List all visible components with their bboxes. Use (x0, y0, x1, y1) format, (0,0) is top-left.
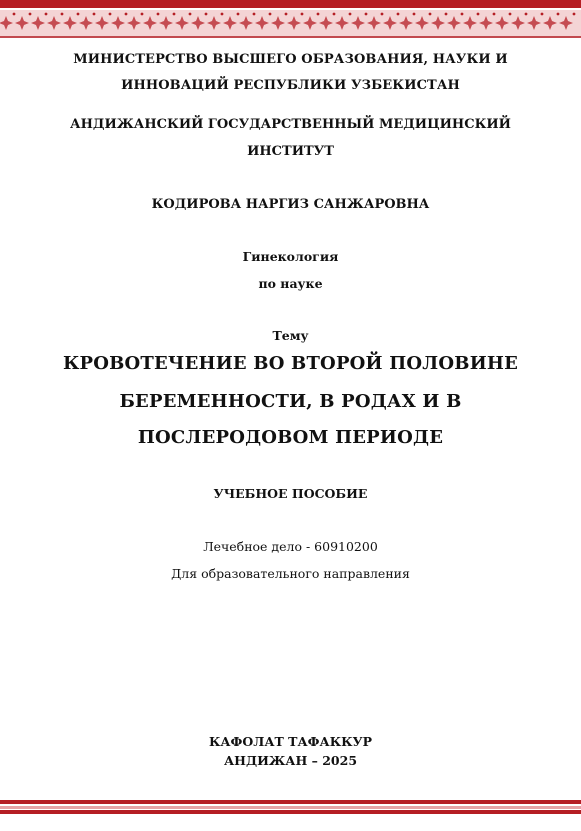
ornament-dot (541, 13, 544, 16)
ornament-dot (525, 13, 528, 16)
subject-by-science: по науке (258, 276, 323, 291)
ministry-line-2: ИННОВАЦИЙ РЕСПУБЛИКИ УЗБЕКИСТАН (121, 78, 460, 93)
topic-label: Тему (272, 328, 309, 343)
ornament-dot (461, 13, 464, 16)
author-name: КОДИРОВА НАРГИЗ САНЖАРОВНА (151, 197, 430, 212)
ornament-dot (29, 13, 32, 16)
ornament-dot (381, 13, 384, 16)
ornament-dot (429, 13, 432, 16)
publisher-city-year: АНДИЖАН – 2025 (223, 753, 358, 768)
ornament-dot (365, 13, 368, 16)
ornament-dot (221, 13, 224, 16)
bottom-border (0, 800, 581, 814)
ornament-dot (157, 13, 160, 16)
ornament-dot (445, 13, 448, 16)
ornament-dot (493, 13, 496, 16)
title-line-1: КРОВОТЕЧЕНИЕ ВО ВТОРОЙ ПОЛОВИНЕ (62, 353, 519, 374)
ornament-dot (205, 13, 208, 16)
ornament-dot (237, 13, 240, 16)
ornament-dot (77, 13, 80, 16)
institute-line-2: ИНСТИТУТ (247, 144, 334, 159)
ministry-line-1: МИНИСТЕРСТВО ВЫСШЕГО ОБРАЗОВАНИЯ, НАУКИ И (73, 52, 508, 67)
ornament-dot (557, 13, 560, 16)
ornament-dot (509, 13, 512, 16)
ornament-dot (573, 13, 576, 16)
ornament-dot (125, 13, 128, 16)
education-direction: Для образовательного направления (171, 566, 410, 581)
ornament-dot (285, 13, 288, 16)
ornament-dot (413, 13, 416, 16)
ornament-dot (141, 13, 144, 16)
title-line-2: БЕРЕМЕННОСТИ, В РОДАХ И В (119, 391, 462, 412)
subject-name: Гинекология (242, 249, 339, 264)
ornament-dot (173, 13, 176, 16)
document-type: УЧЕБНОЕ ПОСОБИЕ (213, 486, 368, 501)
ornament-dot (333, 13, 336, 16)
ornament-dot (301, 13, 304, 16)
ornament-dot (189, 13, 192, 16)
ornament-dot (253, 13, 256, 16)
top-ornament-border (0, 0, 581, 40)
ornament-dot (317, 13, 320, 16)
title-line-3: ПОСЛЕРОДОВОМ ПЕРИОДЕ (137, 427, 444, 448)
ornament-dot (109, 13, 112, 16)
ornament-dot (349, 13, 352, 16)
ornament-dot (397, 13, 400, 16)
specialty-code: Лечебное дело - 60910200 (203, 539, 378, 554)
ornament-dot (13, 13, 16, 16)
ornament-dot (45, 13, 48, 16)
publisher-name: КАФОЛАТ ТАФАККУР (209, 734, 372, 749)
institute-line-1: АНДИЖАНСКИЙ ГОСУДАРСТВЕННЫЙ МЕДИЦИНСКИЙ (70, 117, 511, 132)
ornament-dot (477, 13, 480, 16)
ornament-dot (269, 13, 272, 16)
ornament-dot (93, 13, 96, 16)
ornament-dot (61, 13, 64, 16)
